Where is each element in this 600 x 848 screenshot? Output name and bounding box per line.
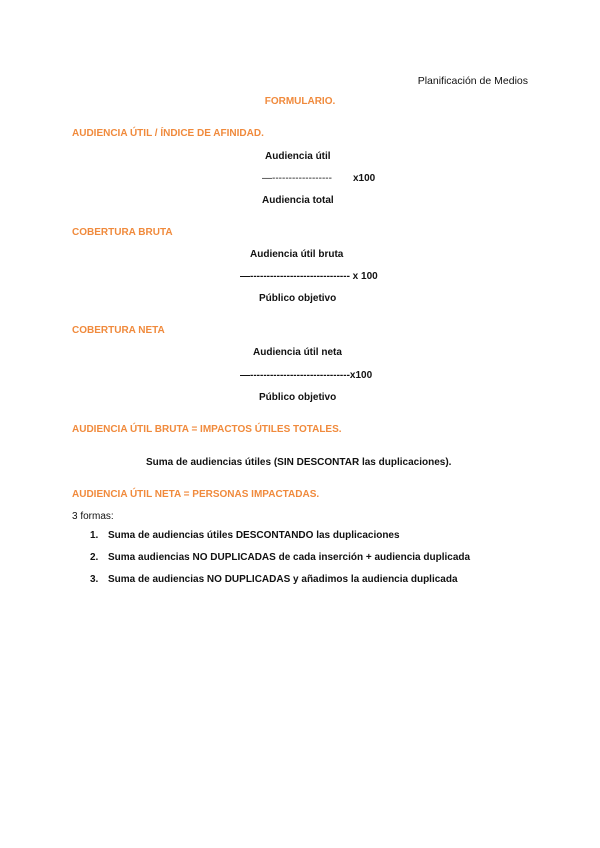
section-heading-cobertura-bruta: COBERTURA BRUTA: [72, 227, 173, 238]
list-item-number: 2.: [90, 552, 99, 563]
formula-denominator-afinidad: Audiencia total: [262, 195, 334, 206]
list-item-text: Suma de audiencias NO DUPLICADAS y añadimos la audiencia duplicada: [108, 574, 458, 585]
formula-numerator-afinidad: Audiencia útil: [265, 151, 331, 162]
section-heading-audiencia-bruta: AUDIENCIA ÚTIL BRUTA = IMPACTOS ÚTILES TOTALES.: [72, 424, 342, 435]
section-heading-cobertura-neta: COBERTURA NETA: [72, 325, 165, 336]
formula-multiplier-afinidad: x100: [353, 173, 376, 184]
formula-line-cobertura-neta: —------------------------------x100: [240, 370, 373, 381]
list-item-number: 1.: [90, 530, 99, 541]
formula-denominator-cobertura-neta: Público objetivo: [259, 392, 337, 403]
section-heading-afinidad: AUDIENCIA ÚTIL / ÍNDICE DE AFINIDAD.: [72, 128, 264, 139]
list-item: [90, 528, 470, 544]
list-item: [90, 550, 470, 566]
audiencia-neta-intro: 3 formas:: [72, 511, 114, 522]
list-item: [90, 572, 470, 588]
list-item-text: Suma audiencias NO DUPLICADAS de cada inserción + audiencia duplicada: [108, 552, 471, 563]
formula-line-cobertura-bruta: —------------------------------ x 100: [240, 271, 378, 282]
formula-numerator-cobertura-bruta: Audiencia útil bruta: [250, 249, 344, 260]
audiencia-bruta-text: Suma de audiencias útiles (SIN DESCONTAR las duplicaciones).: [146, 457, 452, 468]
formas-list: [90, 528, 470, 594]
section-heading-audiencia-neta: AUDIENCIA ÚTIL NETA = PERSONAS IMPACTADAS.: [72, 489, 320, 500]
page-title: FORMULARIO.: [264, 96, 336, 107]
list-item-number: 3.: [90, 574, 99, 585]
formula-numerator-cobertura-neta: Audiencia útil neta: [253, 347, 342, 358]
document-header: Planificación de Medios: [417, 75, 528, 87]
list-item-text: Suma de audiencias útiles DESCONTANDO las duplicaciones: [108, 530, 400, 541]
formula-divider-afinidad: —------------------: [262, 173, 332, 184]
formula-denominator-cobertura-bruta: Público objetivo: [259, 293, 337, 304]
